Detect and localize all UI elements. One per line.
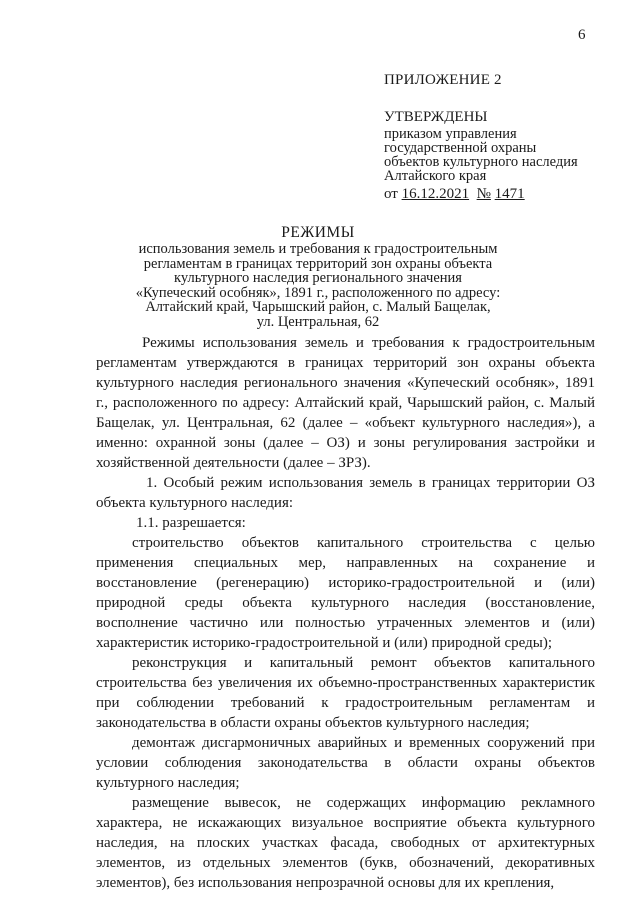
approval-block: [384, 108, 634, 203]
subtitle-line: «Купеческий особняк», 1891 г., расположенного по адресу:: [135, 284, 501, 301]
intro-paragraph: Режимы использования земель и требования к градостроительным регламентам утверждаются в границах территорий зон охраны объекта культурного наследия регионального значения «Купеческий особняк», 1891 г., расположенного по адресу: Алтайский край, Чарышский район, с. Малый Бащелак, ул. Центральная, 62 (далее – «объект культурного наследия»), а именно: охранной зоны (далее – ОЗ) и зоны регулирования застройки и хозяйственной деятельности (далее – ЗРЗ).: [96, 335, 595, 471]
list-item: реконструкция и капитальный ремонт объектов капитального строительства без увеличения их объемно-пространственных характеристик при соблюдении требований к градостроительным регламентам и законодательства в области охраны объектов культурного наследия;: [96, 655, 595, 731]
subtitle-line: Алтайский край, Чарышский район, с. Малый Бащелак,: [145, 299, 491, 316]
subsection-heading: 1.1. разрешается:: [136, 515, 246, 531]
appendix-heading: ПРИЛОЖЕНИЕ 2: [384, 72, 502, 88]
document-title: РЕЖИМЫ: [281, 224, 355, 241]
title-block: [98, 224, 538, 330]
approval-date-line: [384, 185, 634, 203]
list-item: демонтаж дисгармоничных аварийных и временных сооружений при условии соблюдения законодательства в области охраны объектов культурного наследия;: [96, 735, 595, 791]
document-body: [96, 333, 595, 893]
page-number: 6: [578, 27, 586, 43]
section-heading: 1. Особый режим использования земель в границах территории ОЗ объекта культурного наследия:: [96, 475, 595, 511]
number-sign: №: [476, 186, 491, 202]
approval-line: приказом управления: [384, 126, 517, 142]
approval-title: УТВЕРЖДЕНЫ: [384, 109, 488, 125]
approval-number: 1471: [494, 186, 525, 202]
list-item: размещение вывесок, не содержащих информацию рекламного характера, не искажающих визуальное восприятие объекта культурного наследия, на плоских участках фасада, свободных от архитектурных элементов, из отдельных элементов (букв, обозначений, декоративных элементов), без использования непрозрачной основы для их крепления,: [96, 795, 595, 891]
approval-date: 16.12.2021: [401, 186, 470, 202]
subtitle-line: культурного наследия регионального значения: [174, 270, 462, 287]
date-prefix: от: [384, 186, 398, 202]
approval-line: объектов культурного наследия: [384, 154, 578, 170]
list-item: строительство объектов капитального строительства с целью применения специальных мер, направленных на сохранение и восстановление (регенерацию) историко-градостроительной и (или) природной среды объекта культурного наследия (восстановление, восполнение частично или полностью утраченных элементов и (или) характеристик историко-градостроительной и (или) природной среды);: [96, 535, 595, 651]
subtitle-line: ул. Центральная, 62: [256, 313, 380, 330]
approval-line: государственной охраны: [384, 140, 537, 156]
approval-line: Алтайского края: [384, 168, 487, 184]
subtitle-line: использования земель и требования к градостроительным: [138, 241, 498, 257]
subtitle-line: регламентам в границах территорий зон охраны объекта: [143, 255, 493, 272]
